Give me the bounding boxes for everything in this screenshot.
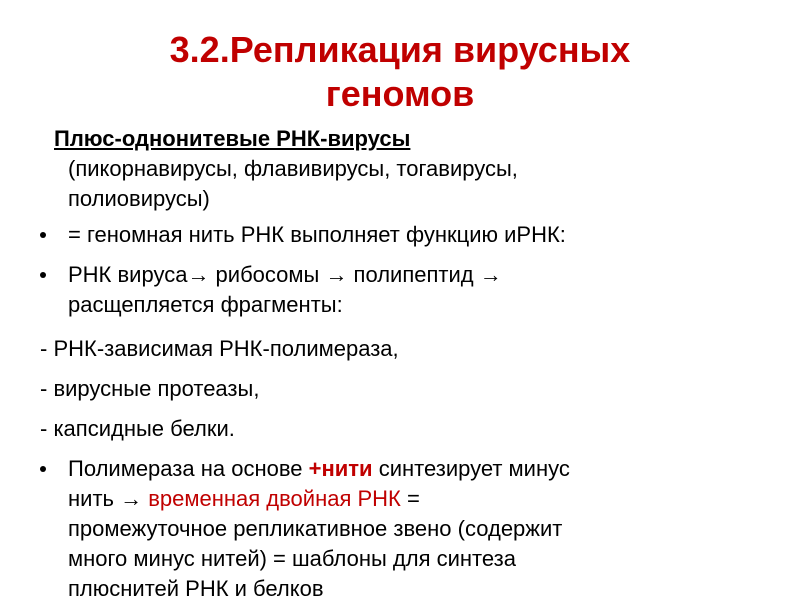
dash-item-capsid: - капсидные белки. (40, 416, 235, 441)
bullet-marker (40, 272, 50, 282)
bullet-3-line-4: много минус нитей) = шаблоны для синтеза (68, 546, 516, 571)
bullet-marker (40, 232, 50, 242)
dash-item-proteases: - вирусные протеазы, (40, 376, 260, 401)
intro-line-2: полиовирусы) (68, 186, 210, 211)
text-run: = (400, 486, 420, 511)
text-run: Полимераза на основе (68, 456, 309, 481)
bullet-3-line-2 (68, 484, 420, 514)
intro-line-1: (пикорнавирусы, флавивирусы, тогавирусы, (68, 156, 518, 181)
text-run: синтезирует минус (372, 456, 570, 481)
bullet-3-line-1 (68, 454, 570, 484)
text-run: нить → (68, 486, 149, 511)
title-line-2: геномов (325, 73, 475, 114)
bullet-2-line-1: РНК вируса→ рибосомы → полипептид → (68, 262, 502, 287)
bullet-3-line-3: промежуточное репликативное звено (содержит (68, 516, 563, 541)
slide-title (0, 28, 800, 116)
highlight-double-rna: временная двойная РНК (148, 486, 401, 511)
bullet-3-line-5: плюснитей РНК и белков (68, 576, 324, 600)
bullet-marker (40, 466, 50, 476)
dash-item-polymerase: - РНК-зависимая РНК-полимераза, (40, 336, 399, 361)
section-heading: Плюс-однонитевые РНК-вирусы (54, 126, 411, 151)
title-line-1: 3.2.Репликация вирусных (169, 29, 631, 70)
bullet-2-line-2: расщепляется фрагменты: (68, 292, 343, 317)
highlight-plus-strand: +нити (308, 456, 373, 481)
bullet-1-text: = геномная нить РНК выполняет функцию иРНК: (68, 222, 566, 247)
